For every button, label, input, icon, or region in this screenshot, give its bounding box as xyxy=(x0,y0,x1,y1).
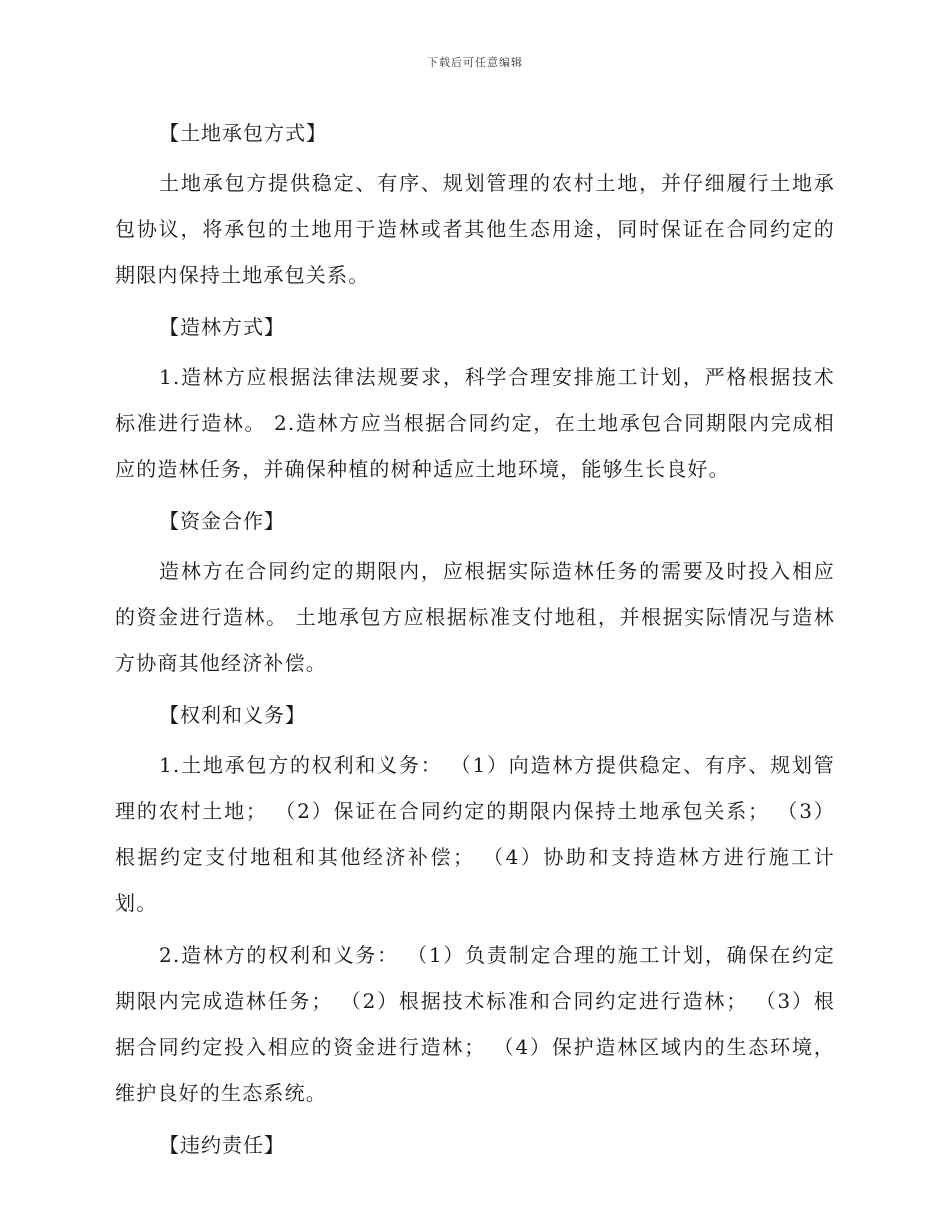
section-heading-rights-obligations: 【权利和义务】 xyxy=(159,703,306,727)
paragraph-land-contract: 土地承包方提供稳定、有序、规划管理的农村土地，并仔细履行土地承包协议，将承包的土地用于造林或者其他生态用途，同时保证在合同约定的期限内保持土地承包关系。 xyxy=(115,171,835,287)
paragraph-funding: 造林方在合同约定的期限内，应根据实际造林任务的需要及时投入相应的资金进行造林。 土地承包方应根据标准支付地租，并根据实际情况与造林方协商其他经济补偿。 xyxy=(115,559,835,675)
paragraph-afforester-rights: 2.造林方的权利和义务： （1）负责制定合理的施工计划，确保在约定期限内完成造林任务； （2）根据技术标准和合同约定进行造林； （3）根据合同约定投入相应的资金进行造林； （4）保护造林区域内的生态环境，维护良好的生态系统。 xyxy=(115,943,835,1105)
section-heading-funding: 【资金合作】 xyxy=(159,509,285,533)
section-heading-breach-liability: 【违约责任】 xyxy=(159,1133,285,1157)
section-heading-land-contract: 【土地承包方式】 xyxy=(159,121,327,145)
section-heading-afforestation: 【造林方式】 xyxy=(159,315,285,339)
paragraph-landowner-rights: 1.土地承包方的权利和义务： （1）向造林方提供稳定、有序、规划管理的农村土地； （2）保证在合同约定的期限内保持土地承包关系； （3）根据约定支付地租和其他经济补偿； （4）协助和支持造林方进行施工计划。 xyxy=(115,753,835,915)
page-header: 下载后可任意编辑 xyxy=(427,56,523,69)
paragraph-afforestation: 1.造林方应根据法律法规要求，科学合理安排施工计划，严格根据技术标准进行造林。 2.造林方应当根据合同约定，在土地承包合同期限内完成相应的造林任务，并确保种植的树种适应土地环境，能够生长良好。 xyxy=(115,365,835,481)
document-body xyxy=(115,110,835,1168)
